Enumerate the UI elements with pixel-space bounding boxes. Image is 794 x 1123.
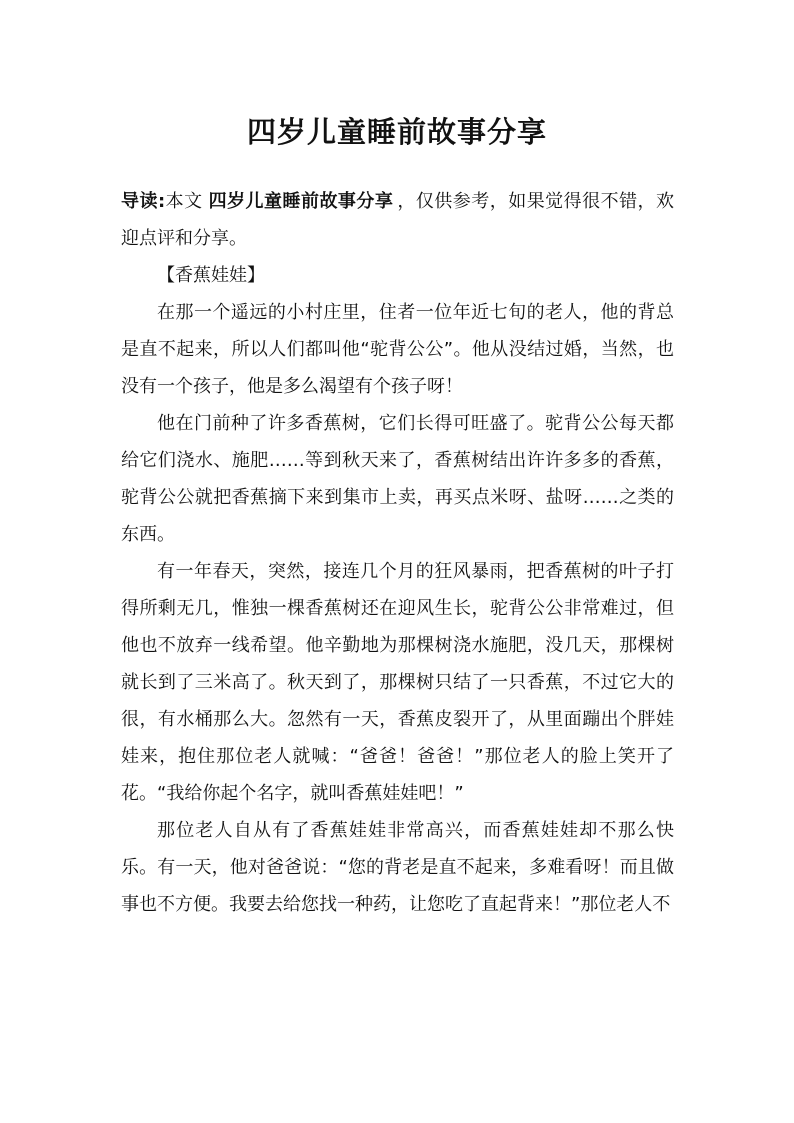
section-heading: 【香蕉娃娃】: [157, 265, 265, 286]
story-paragraph-4: 那位老人自从有了香蕉娃娃非常高兴，而香蕉娃娃却不那么快乐。有一天，他对爸爸说：“您的背老是直不起来，多难看呀！而且做事也不方便。我要去给您找一种药，让您吃了直起背来！”那位老人不: [121, 820, 674, 915]
intro-prefix: 本文: [165, 191, 203, 212]
story-paragraph-2: 他在门前种了许多香蕉树，它们长得可旺盛了。驼背公公每天都给它们浇水、施肥……等到秋天来了，香蕉树结出许许多多的香蕉，驼背公公就把香蕉摘下来到集市上卖，再买点米呀、盐呀……之类的东西。: [121, 413, 674, 545]
intro-article-title: 四岁儿童睡前故事分享: [208, 191, 394, 212]
intro-label: 导读:: [121, 191, 166, 212]
story-paragraph-1: 在那一个遥远的小村庄里，住者一位年近七旬的老人，他的背总是直不起来，所以人们都叫他“驼背公公”。他从没结过婚，当然，也没有一个孩子，他是多么渴望有个孩子呀！: [121, 302, 674, 397]
document-title: 四岁儿童睡前故事分享: [246, 115, 547, 149]
intro-suffix: ，仅供参考，如果觉得很不错，欢迎点评和分享。: [121, 191, 675, 249]
intro-paragraph: [121, 183, 674, 257]
story-paragraph-3: 有一年春天，突然，接连几个月的狂风暴雨，把香蕉树的叶子打得所剩无几，惟独一棵香蕉树还在迎风生长，驼背公公非常难过，但他也不放弃一线希望。他辛勤地为那棵树浇水施肥，没几天，那棵树就长到了三米高了。秋天到了，那棵树只结了一只香蕉，不过它大的很，有水桶那么大。忽然有一天，香蕉皮裂开了，从里面蹦出个胖娃娃来，抱住那位老人就喊：“爸爸！爸爸！”那位老人的脸上笑开了花。“我给你起个名字，就叫香蕉娃娃吧！”: [121, 561, 674, 804]
document-body: [121, 183, 674, 923]
